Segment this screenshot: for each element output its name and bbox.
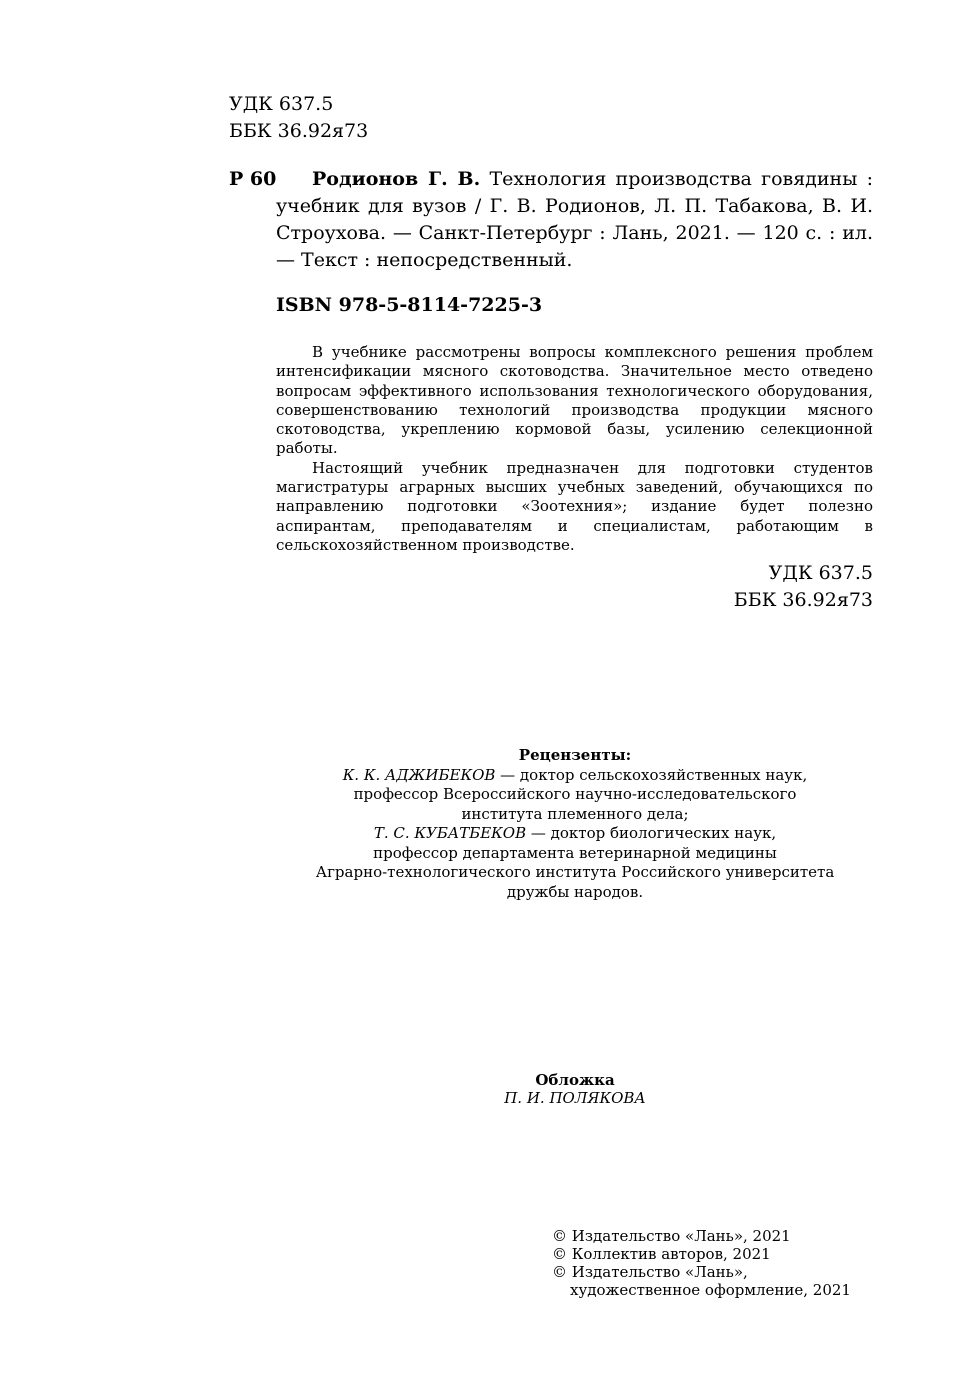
reviewer-1-institution: института племенного дела;	[461, 804, 689, 823]
cover-designer: П. И. ПОЛЯКОВА	[504, 1089, 646, 1107]
bbk-code: ББК 36.92я73	[733, 589, 873, 611]
reviewer-1-line	[275, 766, 875, 786]
cover-credit	[275, 1071, 875, 1107]
udk-bbk-footer	[680, 560, 873, 614]
reviewer-2-line	[275, 824, 875, 844]
cover-heading: Обложка	[535, 1071, 615, 1089]
copyright-block	[552, 1227, 851, 1299]
bibliographic-record	[276, 166, 873, 274]
bibliographic-description: Технология производства говядины : учебник для вузов / Г. В. Родионов, Л. П. Табакова, В. И. Строухова. — Санкт-Петербург : Лань, 2021. — 120 с. : ил. — Текст : непосредственный.	[276, 168, 873, 271]
copyright-line: © Коллектив авторов, 2021	[552, 1245, 771, 1263]
annotation	[276, 343, 873, 555]
udk-bbk-header	[229, 91, 368, 145]
reviewer-1-position: профессор Всероссийского научно-исследовательского	[353, 785, 797, 803]
copyright-line: © Издательство «Лань», 2021	[552, 1227, 791, 1245]
copyright-line: © Издательство «Лань»,	[552, 1263, 748, 1281]
reviewer-2-title: — доктор биологических наук,	[526, 824, 777, 842]
udk-code: УДК 637.5	[229, 93, 334, 115]
reviewers-block	[275, 746, 875, 902]
annotation-paragraph: Настоящий учебник предназначен для подготовки студентов магистратуры аграрных высших учебных заведений, обучающихся по направлению подготовки «Зоотехния»; издание будет полезно аспирантам, преподавателям и специалистам, работающим в сельскохозяйственном производстве.	[276, 458, 873, 554]
reviewer-1-name: К. К. АДЖИБЕКОВ	[342, 765, 496, 784]
author-cipher: Р 60	[229, 168, 277, 190]
annotation-paragraph: В учебнике рассмотрены вопросы комплексного решения проблем интенсификации мясного скотоводства. Значительное место отведено вопросам эффективного использования технологического оборудования, совершенствованию технологий производства продукции мясного скотоводства, укреплению кормовой базы, усилению селекционной работы.	[276, 343, 873, 458]
reviewer-2-institution: Аграрно-технологического института Российского университета	[315, 863, 835, 881]
copyright-line: художественное оформление, 2021	[570, 1281, 851, 1299]
bbk-code: ББК 36.92я73	[229, 120, 369, 142]
reviewer-1-title: — доктор сельскохозяйственных наук,	[495, 765, 808, 784]
reviewer-2-institution-cont: дружбы народов.	[506, 882, 644, 901]
isbn: ISBN 978-5-8114-7225-3	[276, 294, 543, 316]
reviewer-2-name: Т. С. КУБАТБЕКОВ	[373, 824, 527, 842]
reviewers-heading: Рецензенты:	[518, 746, 632, 764]
reviewer-2-position: профессор департамента ветеринарной медицины	[373, 843, 777, 862]
udk-code: УДК 637.5	[768, 562, 873, 584]
author-heading: Родионов Г. В.	[312, 168, 481, 190]
